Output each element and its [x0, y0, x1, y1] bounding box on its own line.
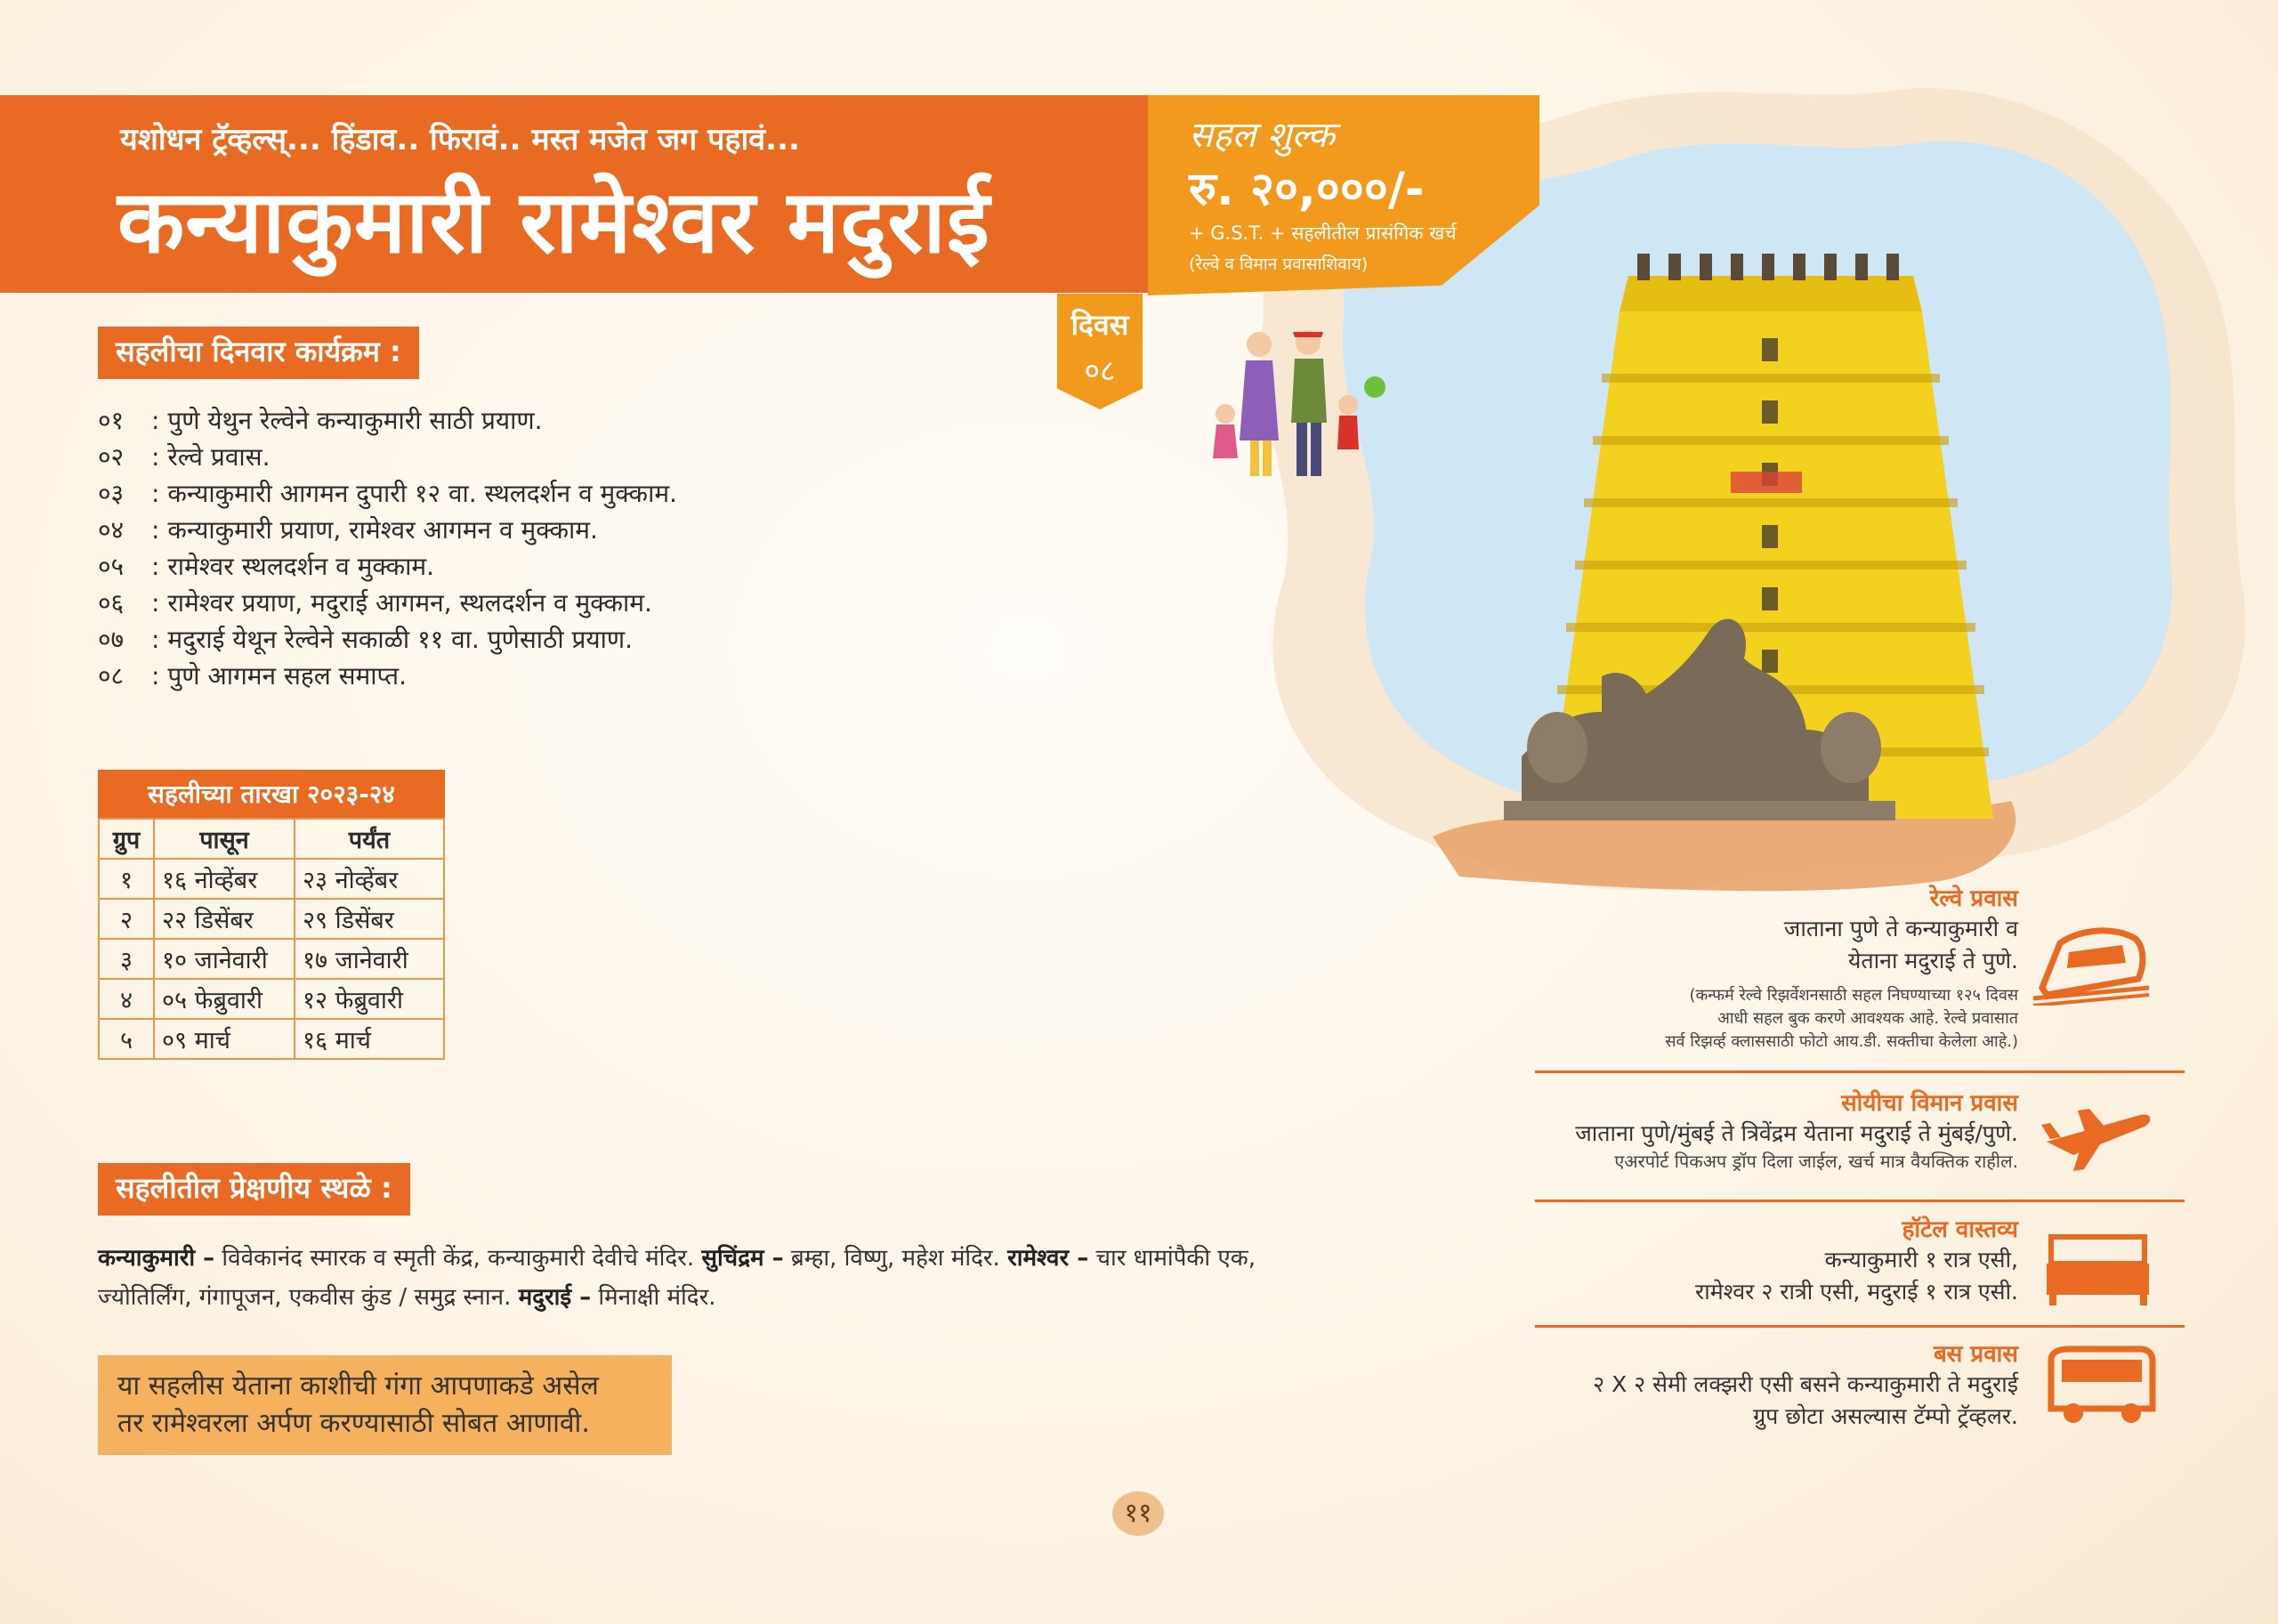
place-name: रामेश्वर – — [1007, 1245, 1089, 1272]
place-description: मिनाक्षी मंदिर. — [591, 1284, 716, 1311]
page-number: ११ — [1112, 1491, 1164, 1536]
sights-paragraph — [98, 1239, 1344, 1317]
itinerary-list — [98, 402, 677, 694]
table-row — [99, 1019, 444, 1059]
to-date-cell: १२ फेब्रुवारी — [295, 979, 444, 1019]
group-cell: ४ — [99, 979, 154, 1019]
airplane-icon — [2038, 1093, 2153, 1182]
place-description: चार धामांपैकी एक, ज्योतिर्लिंग, गंगापूजन, एकवीस कुंड / समुद्र स्नान. — [98, 1245, 1256, 1311]
rail-note: (कन्फर्म रेल्वे रिझर्वेशनसाठी सहल निघण्याच्या १२५ दिवस — [1689, 986, 2018, 1005]
rail-title: रेल्वे प्रवास — [1929, 885, 2018, 912]
section-divider — [1535, 1071, 2185, 1073]
note-line: या सहलीस येताना काशीची गंगा आपणाकडे असेल — [117, 1370, 599, 1402]
itinerary-item — [98, 439, 677, 475]
family-illustration — [1197, 325, 1402, 494]
table-row — [99, 939, 444, 979]
price-label: सहल शुल्क — [1189, 115, 1336, 156]
group-cell: १ — [99, 859, 154, 899]
day-plan: : कन्याकुमारी प्रयाण, रामेश्वर आगमन व मुक्काम. — [151, 515, 598, 545]
price-note-exclusions: (रेल्वे व विमान प्रवासाशिवाय) — [1189, 255, 1369, 274]
sights-heading: सहलीतील प्रेक्षणीय स्थळे : — [98, 1163, 410, 1216]
itinerary-item — [98, 658, 677, 694]
place-description: विवेकानंद स्मारक व स्मृती केंद्र, कन्याकुमारी देवीचे मंदिर. — [214, 1245, 702, 1272]
hotel-info — [1695, 1212, 2018, 1308]
rail-line: जाताना पुणे ते कन्याकुमारी व — [1783, 916, 2018, 941]
hotel-line: कन्याकुमारी १ रात्र एसी, — [1824, 1247, 2018, 1273]
days-count: ०८ — [1084, 353, 1116, 389]
company-tagline: यशोधन ट्रॅव्हल्स्... हिंडाव.. फिरावं.. मस्त मजेत जग पहावं... — [120, 122, 800, 158]
itinerary-item — [98, 585, 677, 621]
tour-title: कन्याकुमारी रामेश्वर मदुराई — [117, 172, 990, 273]
rail-line: येताना मदुराई ते पुणे. — [1847, 948, 2018, 974]
bus-line: ग्रुप छोटा असल्यास टॅम्पो ट्रॅव्हलर. — [1753, 1403, 2018, 1429]
from-date-cell: १६ नोव्हेंबर — [154, 859, 295, 899]
price-value: रु. २०,०००/- — [1189, 163, 1425, 216]
day-plan: : रामेश्वर स्थलदर्शन व मुक्काम. — [151, 552, 435, 581]
day-number: ०३ — [98, 479, 125, 508]
group-cell: ५ — [99, 1019, 154, 1059]
itinerary-item — [98, 475, 677, 512]
itinerary-item — [98, 548, 677, 585]
group-cell: ३ — [99, 939, 154, 979]
day-number: ०२ — [98, 442, 125, 472]
rail-note: सर्व रिझर्व्ह क्लाससाठी फोटो आय.डी. सक्तीचा केलेला आहे.) — [1665, 1032, 2018, 1051]
table-row — [99, 859, 444, 899]
bus-icon — [2042, 1342, 2158, 1431]
itinerary-heading: सहलीचा दिनवार कार्यक्रम : — [98, 327, 419, 379]
flight-line: जाताना पुणे/मुंबई ते त्रिवेंद्रम येताना मदुराई ते मुंबई/पुणे. — [1575, 1120, 2018, 1146]
section-divider — [1535, 1325, 2185, 1328]
day-plan: : रेल्वे प्रवास. — [151, 442, 271, 472]
flight-title: सोयीचा विमान प्रवास — [1841, 1090, 2018, 1117]
itinerary-item — [98, 402, 677, 439]
hotel-line: रामेश्वर २ रात्री एसी, मदुराई १ रात्र एसी. — [1695, 1279, 2018, 1305]
bed-icon — [2042, 1219, 2158, 1308]
bus-info — [1593, 1337, 2018, 1433]
itinerary-item — [98, 512, 677, 548]
place-name: मदुराई – — [518, 1284, 592, 1311]
tour-dates-caption: सहलीच्या तारखा २०२३-२४ — [98, 770, 445, 818]
to-date-cell: २३ नोव्हेंबर — [295, 859, 444, 899]
day-plan: : मदुराई येथून रेल्वेने सकाळी ११ वा. पुणेसाठी प्रयाण. — [151, 625, 634, 654]
hotel-title: हॉटेल वास्तव्य — [1902, 1216, 2018, 1243]
to-date-cell: १७ जानेवारी — [295, 939, 444, 979]
day-plan: : रामेश्वर प्रयाण, मदुराई आगमन, स्थलदर्शन व मुक्काम. — [151, 588, 652, 618]
from-date-cell: २२ डिसेंबर — [154, 899, 295, 939]
price-note: + G.S.T. + सहलीतील प्रासंगिक खर्च — [1189, 222, 1457, 244]
train-icon — [2033, 917, 2149, 1006]
from-date-cell: ०९ मार्च — [154, 1019, 295, 1059]
column-header-to: पर्यंत — [295, 819, 444, 859]
bus-line: २ X २ सेमी लक्झरी एसी बसने कन्याकुमारी ते मदुराई — [1593, 1371, 2018, 1397]
column-header-group: ग्रुप — [99, 819, 154, 859]
place-name: सुचिंद्रम – — [701, 1245, 784, 1272]
bus-title: बस प्रवास — [1933, 1341, 2018, 1368]
day-number: ०४ — [98, 515, 125, 545]
note-line: तर रामेश्वरला अर्पण करण्यासाठी सोबत आणावी. — [117, 1408, 590, 1439]
from-date-cell: ०५ फेब्रुवारी — [154, 979, 295, 1019]
day-plan: : कन्याकुमारी आगमन दुपारी १२ वा. स्थलदर्शन व मुक्काम. — [151, 479, 677, 508]
day-number: ०८ — [98, 661, 125, 691]
day-plan: : पुणे आगमन सहल समाप्त. — [151, 661, 408, 691]
ganga-note-box — [98, 1355, 672, 1455]
flight-info — [1575, 1086, 2018, 1173]
flight-note: एअरपोर्ट पिकअप ड्रॉप दिला जाईल, खर्च मात्र वैयक्तिक राहील. — [1614, 1151, 2018, 1172]
column-header-from: पासून — [154, 819, 295, 859]
tour-dates-table — [98, 770, 445, 1060]
table-row — [99, 899, 444, 939]
place-description: ब्रम्हा, विष्णु, महेश मंदिर. — [783, 1245, 1008, 1272]
place-name: कन्याकुमारी – — [98, 1245, 215, 1272]
to-date-cell: २९ डिसेंबर — [295, 899, 444, 939]
day-plan: : पुणे येथुन रेल्वेने कन्याकुमारी साठी प्रयाण. — [151, 406, 543, 435]
rail-note: आधी सहल बुक करणे आवश्यक आहे. रेल्वे प्रवासात — [1717, 1009, 2018, 1028]
day-number: ०६ — [98, 588, 125, 618]
from-date-cell: १० जानेवारी — [154, 939, 295, 979]
day-number: ०५ — [98, 552, 125, 581]
group-cell: २ — [99, 899, 154, 939]
section-divider — [1535, 1200, 2185, 1202]
itinerary-item — [98, 621, 677, 658]
table-row — [99, 979, 444, 1019]
to-date-cell: १६ मार्च — [295, 1019, 444, 1059]
days-label: दिवस — [1070, 308, 1129, 342]
day-number: ०७ — [98, 625, 125, 654]
table-header-row — [99, 819, 444, 859]
rail-info — [1665, 881, 2018, 1054]
day-number: ०१ — [98, 406, 125, 435]
